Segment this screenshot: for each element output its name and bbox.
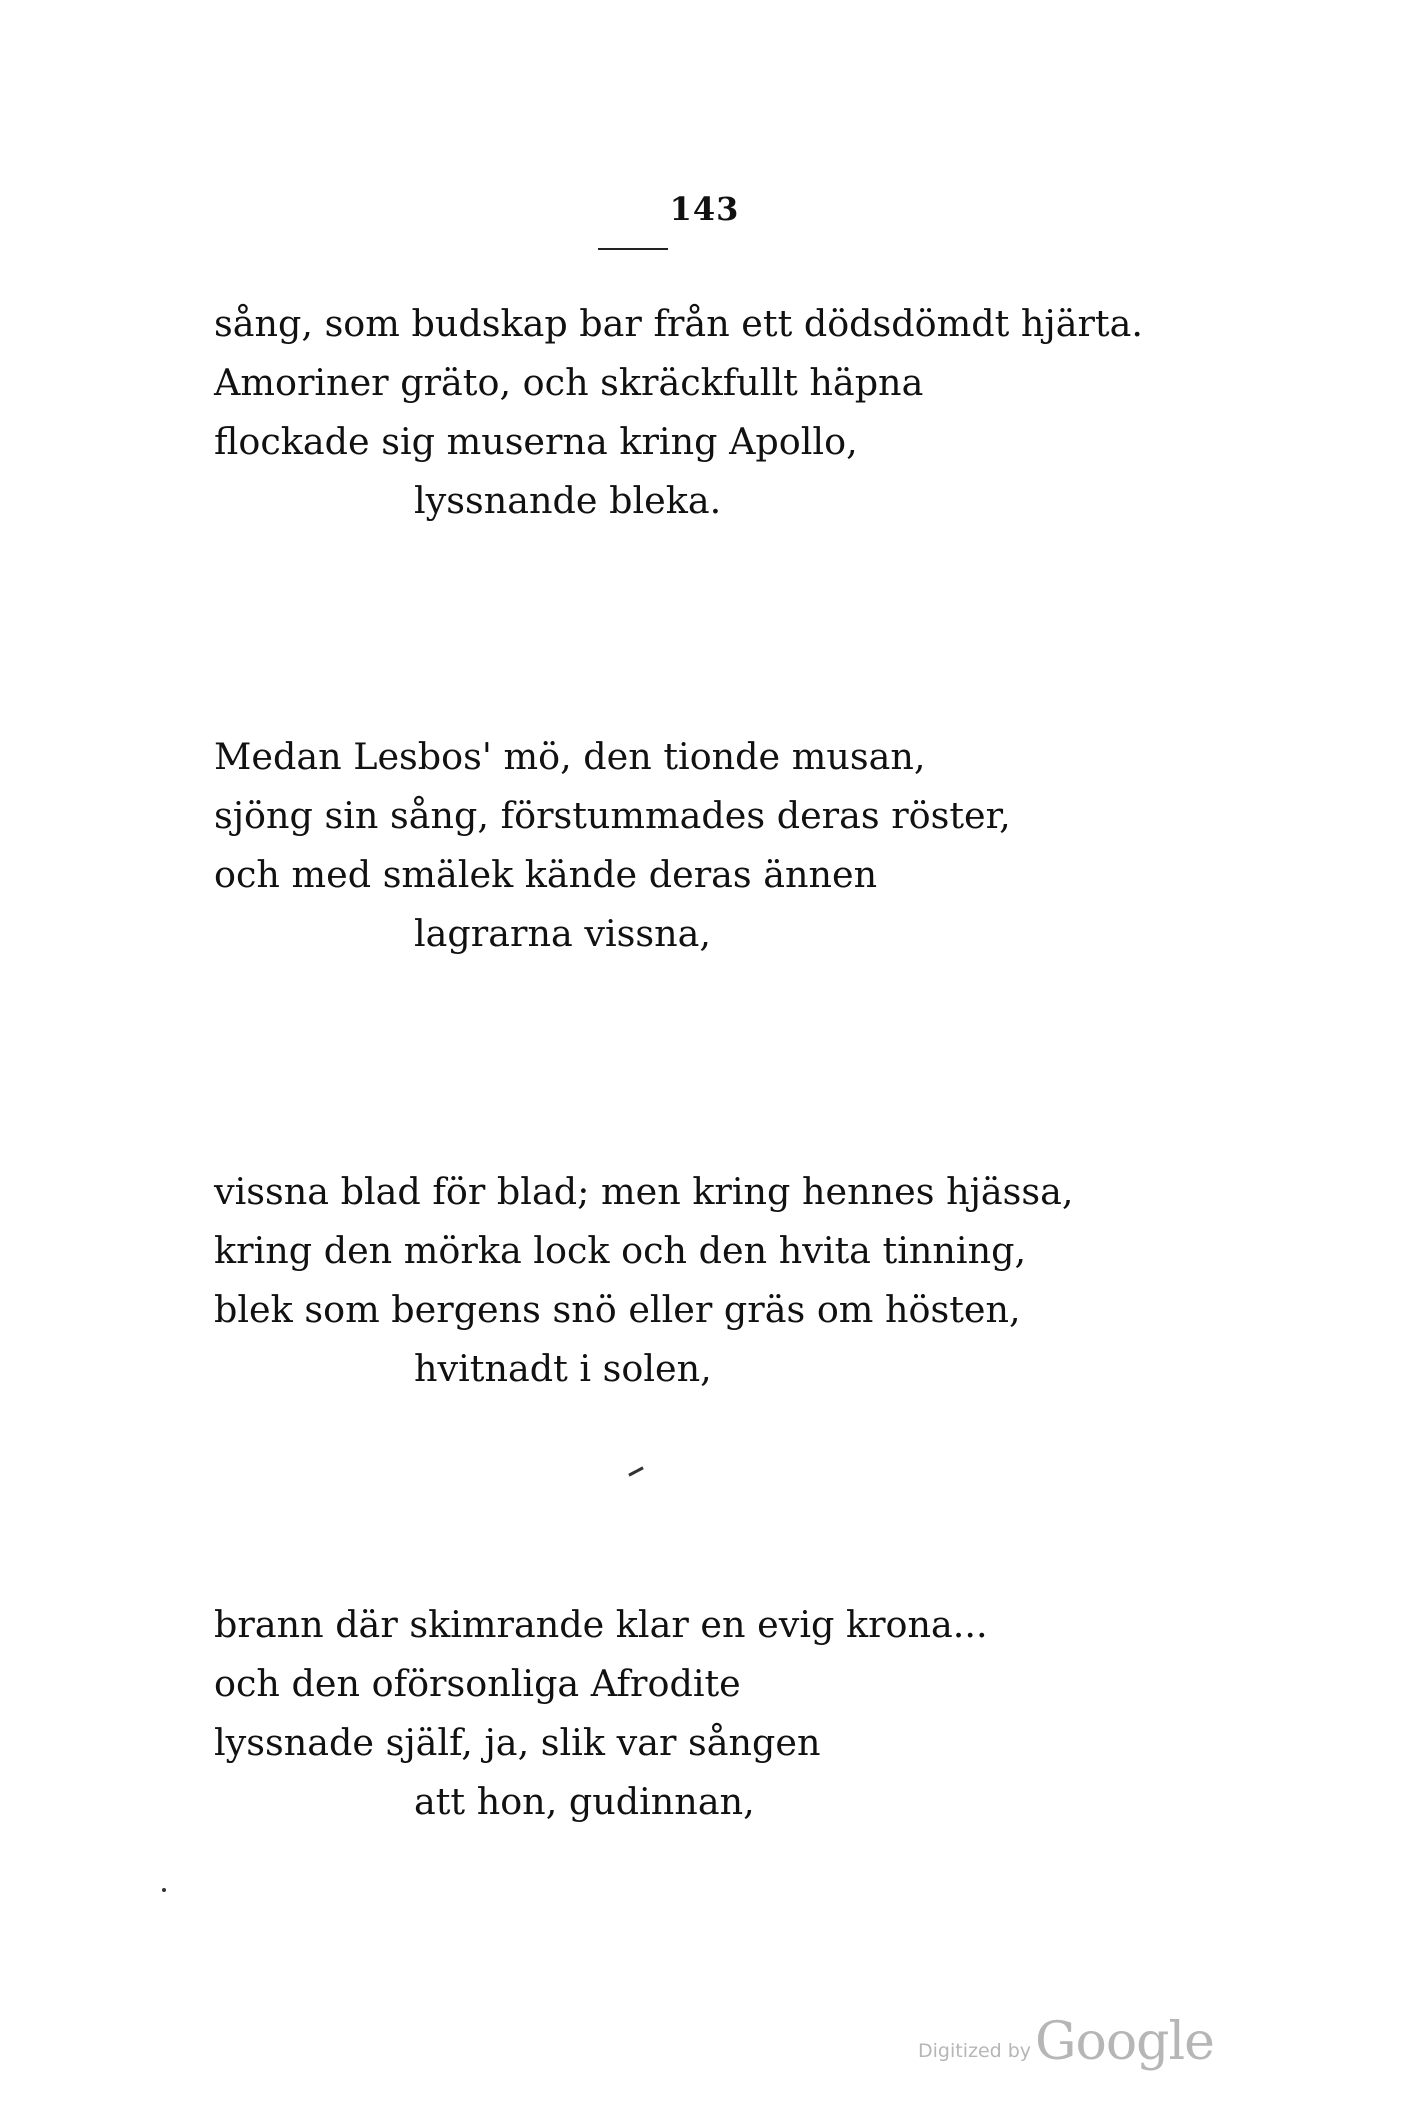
page-number: 143 [669,190,740,228]
watermark-brand: Google [1035,2012,1214,2072]
poem-line-indented: lyssnande bleka. [414,479,722,522]
scan-mark [628,1466,644,1476]
poem-line: och den oförsonliga Afrodite [214,1662,741,1705]
poem-line: Amoriner gräto, och skräckfullt häpna [214,361,924,404]
poem-line: kring den mörka lock och den hvita tinning, [214,1229,1027,1272]
poem-line: lyssnade själf, ja, slik var sången [214,1721,821,1764]
header-rule [598,248,668,250]
stanza [214,727,1214,963]
poem-line: vissna blad för blad; men kring hennes hjässa, [214,1170,1074,1213]
poem-line: brann där skimrande klar en evig krona... [214,1603,988,1646]
stanza [214,294,1214,530]
watermark-prefix: Digitized by [918,2040,1032,2062]
poem-line: Medan Lesbos' mö, den tionde musan, [214,735,926,778]
scan-dot [162,1888,166,1892]
poem-line: och med smälek kände deras ännen [214,853,878,896]
poem-line-indented: hvitnadt i solen, [414,1347,712,1390]
poem-line-indented: lagrarna vissna, [414,912,711,955]
digitized-watermark [918,2012,1218,2072]
poem-line-indented: att hon, gudinnan, [414,1780,755,1823]
stanza [214,1162,1214,1398]
poem-line: sjöng sin sång, förstummades deras röster, [214,794,1011,837]
poem-line: sång, som budskap bar från ett dödsdömdt hjärta. [214,302,1143,345]
poem-line: blek som bergens snö eller gräs om hösten, [214,1288,1021,1331]
poem-line: flockade sig muserna kring Apollo, [214,420,858,463]
stanza [214,1595,1214,1831]
